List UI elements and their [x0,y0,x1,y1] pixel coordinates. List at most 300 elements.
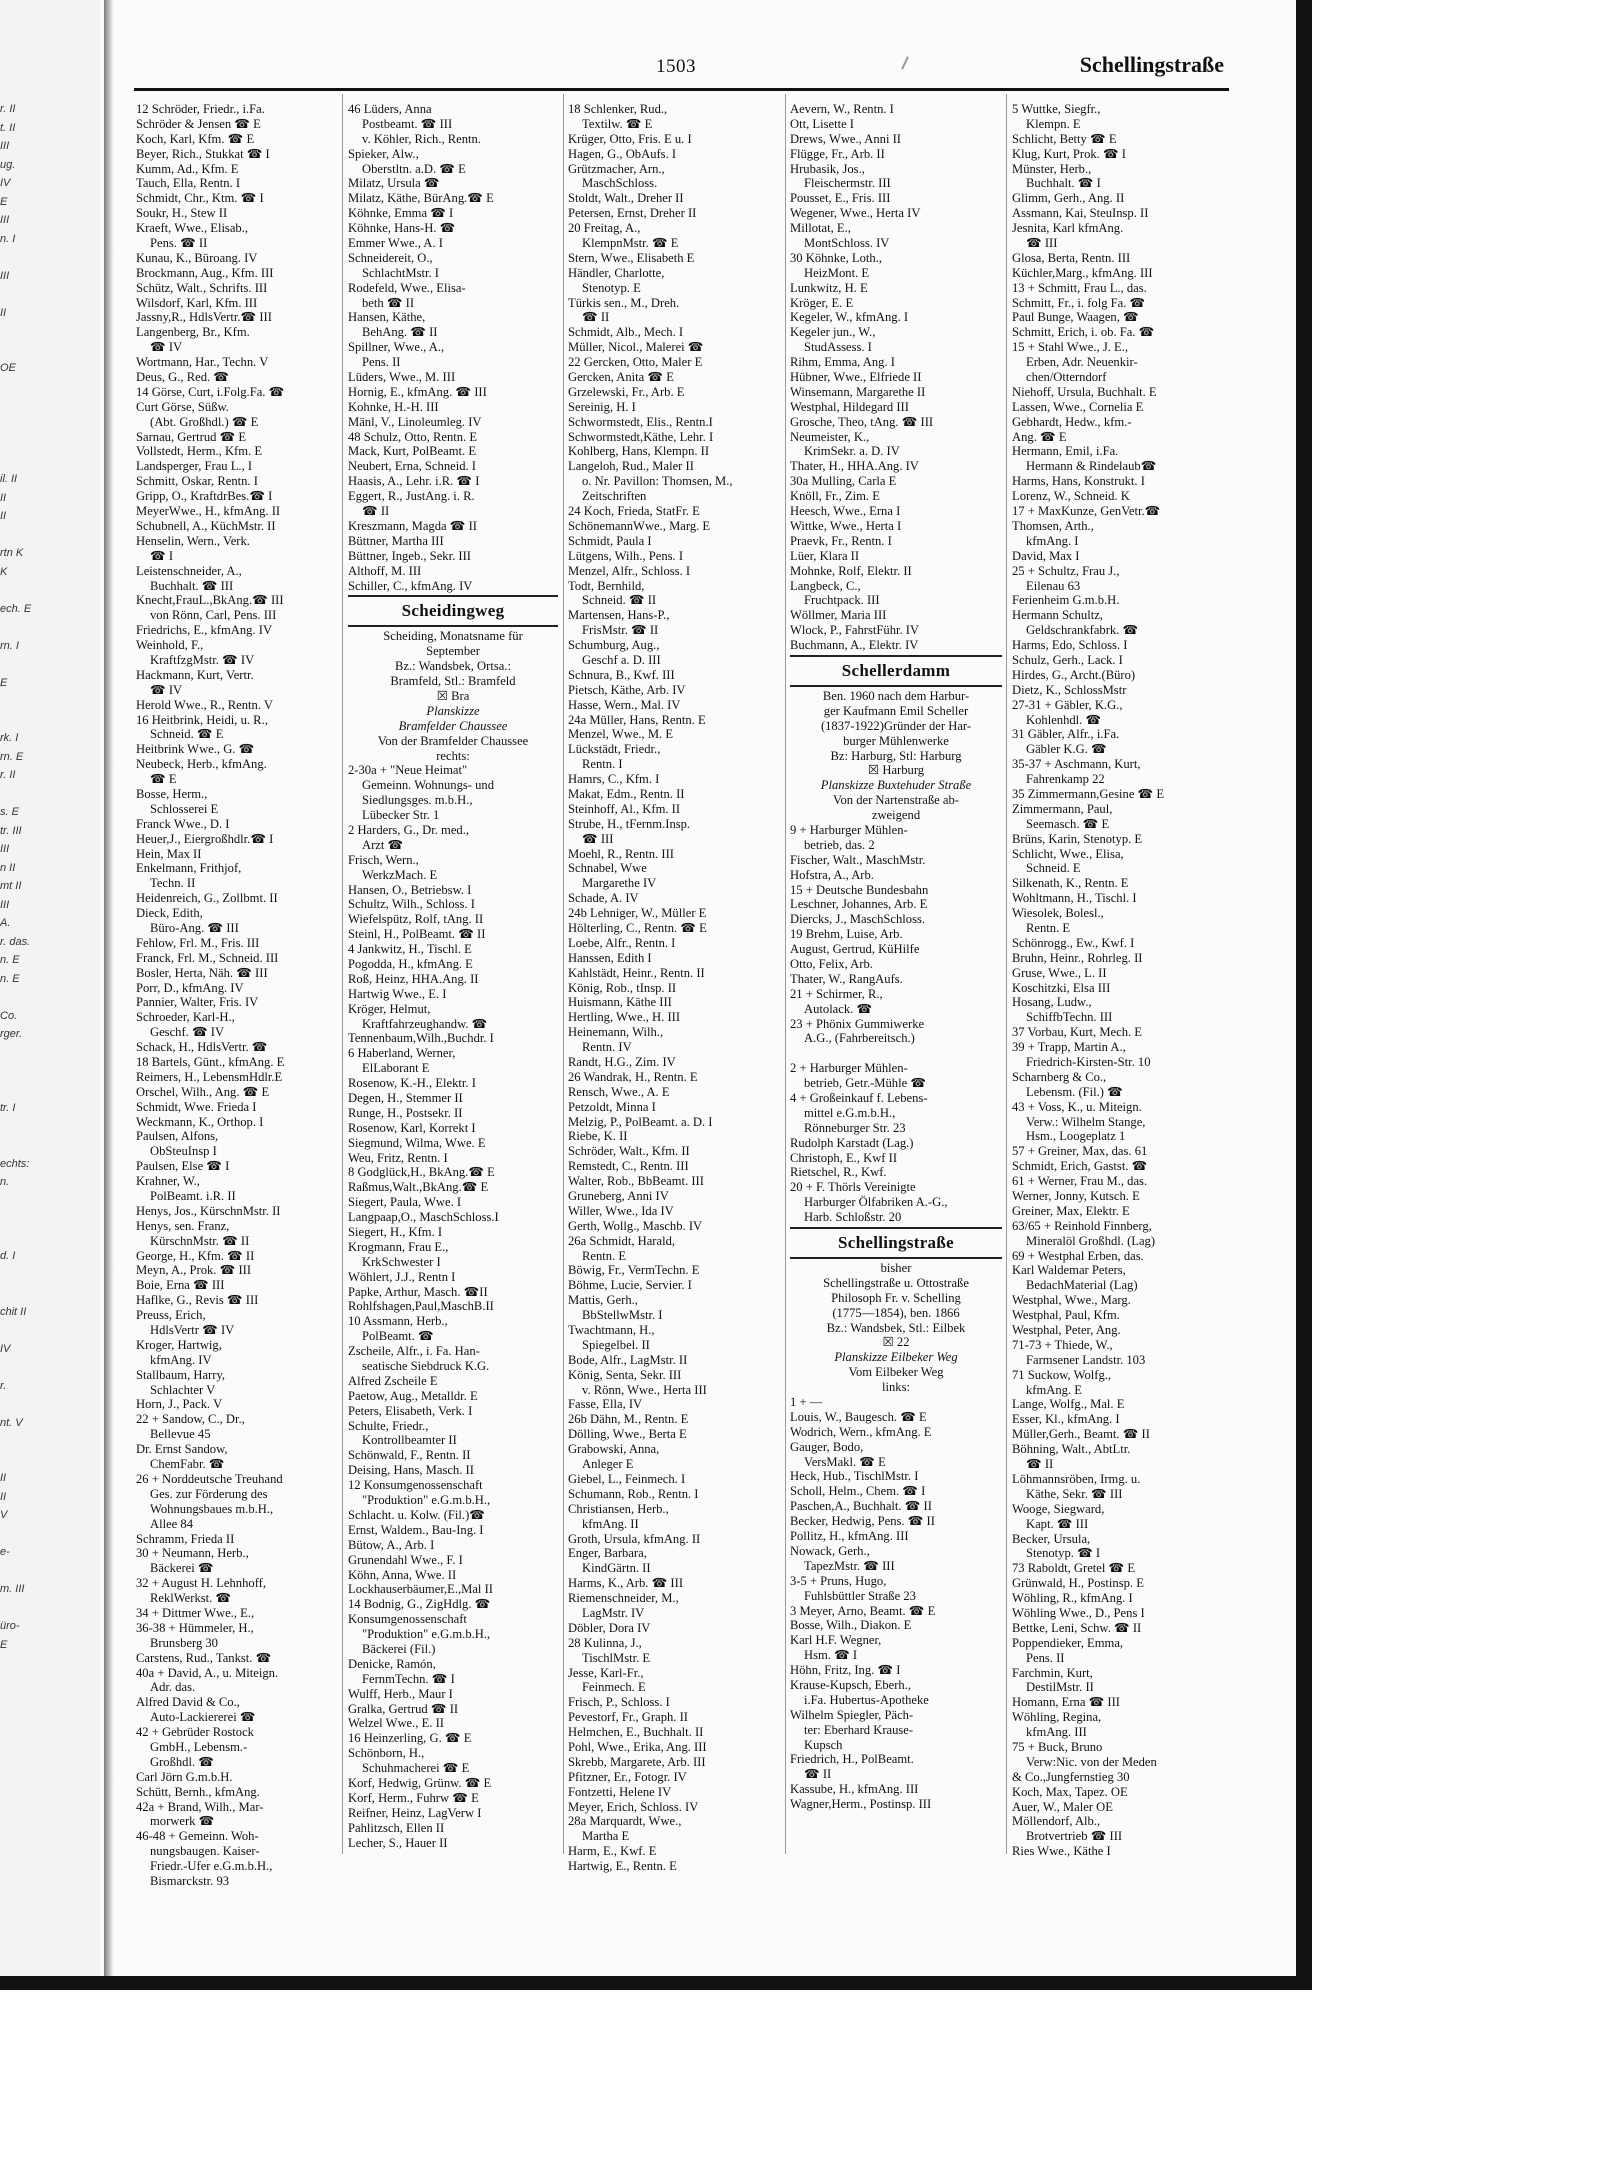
directory-entry: Pollitz, H., kfmAng. III [790,1529,909,1544]
directory-entry: Mänl, V., Linoleumleg. IV [348,414,482,429]
margin-fragment: II [0,491,7,504]
directory-entry: Steinhoff, Al., Kfm. II [568,801,681,816]
directory-entry: Neubeck, Herb., kfmAng. [136,757,267,772]
margin-fragment: III [0,269,10,282]
directory-entry: Schmidt, Wwe. Frieda I [136,1099,257,1114]
directory-entry: Tauch, Ella, Rentn. I [136,176,241,191]
directory-entry: Scharnberg & Co., [1012,1069,1107,1084]
margin-fragment [0,1229,38,1248]
directory-entry: Büttner, Ingeb., Sekr. III [348,548,471,563]
directory-entry: Großhdl. ☎ [150,1754,214,1769]
directory-entry: Diercks, J., MaschSchloss. [790,912,926,927]
directory-column-3 [568,102,780,1874]
scan-border-right [1296,0,1312,1990]
directory-entry: Gerth, Wollg., Maschb. IV [568,1218,703,1233]
directory-entry: Schütt, Bernh., kfmAng. [136,1784,260,1799]
directory-entry: Loebe, Alfr., Rentn. I [568,935,676,950]
directory-entry: 5 Wuttke, Siegfr., [1012,102,1101,116]
directory-entry: Drews, Wwe., Anni II [790,131,901,146]
directory-entry: Fuhlsbüttler Straße 23 [804,1588,916,1603]
directory-entry: BehAng. ☎ II [362,325,438,340]
directory-entry: Langenberg, Br., Kfm. [136,325,250,340]
directory-entry: Riebe, K. II [568,1129,628,1144]
directory-entry: ☎ II [1026,1457,1054,1472]
margin-fragment: d. I [0,1250,16,1262]
directory-entry: Planskizze [426,703,480,718]
directory-entry: Hübner, Wwe., Elfriede II [790,370,922,385]
directory-entry: Rentn. IV [582,1040,632,1055]
directory-entry: Dölling, Wwe., Berta E [568,1427,687,1442]
directory-entry: 46 Lüders, Anna [348,102,432,116]
directory-entry: Schneid. ☎ II [582,593,657,608]
margin-fragment: OE [0,362,16,374]
directory-entry: Ges. zur Förderung des [150,1486,268,1501]
directory-entry: Henys, Jos., KürschnMstr. II [136,1203,281,1218]
directory-entry: Moehl, R., Rentn. III [568,846,674,861]
directory-entry: HdlsVertr ☎ IV [150,1323,235,1338]
directory-entry: 28 Kulinna, J., [568,1635,642,1650]
directory-entry: Denicke, Ramón, [348,1656,436,1671]
directory-entry: Schiller, C., kfmAng. IV [348,578,473,593]
directory-entry: Hansen, O., Betriebsw. I [348,882,472,897]
header-rule [134,88,1229,91]
directory-entry: betrieb, das. 2 [804,837,875,852]
directory-entry: MontSchloss. IV [804,236,890,251]
directory-entry: BbStellwMstr. I [582,1308,663,1323]
directory-entry: Schulte, Friedr., [348,1418,429,1433]
directory-entry: Büro-Ang. ☎ III [150,920,239,935]
directory-entry: Wodrich, Wern., kfmAng. E [790,1424,932,1439]
directory-entry: 61 + Werner, Frau M., das. [1012,1174,1148,1189]
directory-entry: v. Rönn, Wwe., Herta III [582,1382,707,1397]
directory-entry: Stenotyp. ☎ I [1026,1546,1101,1561]
directory-entry: 22 Gercken, Otto, Maler E [568,355,703,370]
directory-entry: 4 Jankwitz, H., Tischl. E [348,942,472,957]
directory-entry: Orschel, Wilh., Ang. ☎ E [136,1084,270,1099]
directory-entry: Hartwig Wwe., E. I [348,986,447,1001]
margin-fragment: II [0,306,7,319]
directory-entry: Kegeler jun., W., [790,325,876,340]
directory-entry: 27-31 + Gäbler, K.G., [1012,697,1123,712]
directory-entry: Weinhold, F., [136,638,204,653]
directory-entry: Niehoff, Ursula, Buchhalt. E [1012,384,1157,399]
directory-entry: ☎ III [582,831,614,846]
directory-entry: Von der Nartenstraße ab- [832,793,959,808]
directory-entry: Kahlstädt, Heinr., Rentn. II [568,965,705,980]
margin-fragment [0,1321,38,1340]
directory-entry: Glosa, Berta, Rentn. III [1012,250,1131,265]
directory-entry: Friedrichs, E., kfmAng. IV [136,623,273,638]
directory-entry: Küchler,Marg., kfmAng. III [1012,265,1153,280]
column-divider [563,94,564,1854]
directory-entry: Papke, Arthur, Masch. ☎II [348,1284,488,1299]
directory-entry: 48 Schulz, Otto, Rentn. E [348,429,478,444]
directory-entry: Pietsch, Käthe, Arb. IV [568,682,686,697]
directory-entry: Peters, Elisabeth, Verk. I [348,1403,473,1418]
directory-entry: Otto, Felix, Arb. [790,956,873,971]
directory-entry: Fahrenkamp 22 [1026,772,1105,787]
directory-entry: Becker, Hedwig, Pens. ☎ II [790,1514,935,1529]
directory-entry: Paul Bunge, Waagen, ☎ [1012,310,1139,325]
directory-entry: Ries Wwe., Käthe I [1012,1844,1111,1859]
directory-entry: Fleischermstr. III [804,176,891,191]
margin-fragment [0,1451,38,1470]
directory-entry: Wulff, Herb., Maur I [348,1686,453,1701]
directory-entry: ReklWerkst. ☎ [150,1591,232,1606]
directory-entry: Köhn, Anna, Wwe. II [348,1567,457,1582]
directory-entry: Hartwig, E., Rentn. E [568,1859,677,1874]
directory-entry: Bz.: Wandsbek, Ortsa.: [395,659,511,674]
directory-entry: Dr. Ernst Sandow, [136,1442,228,1457]
directory-entry: Riemenschneider, M., [568,1591,679,1606]
directory-entry: SchiffbTechn. III [1026,1010,1113,1025]
directory-entry: kfmAng. IV [150,1352,212,1367]
directory-entry: Verw.: Wilhelm Stange, [1026,1114,1146,1129]
directory-entry: Althoff, M. III [348,563,422,578]
directory-entry: Spieker, Alw., [348,146,419,161]
margin-fragment [0,1358,38,1377]
directory-entry: Ben. 1960 nach dem Harbur- [822,688,970,703]
margin-fragment: A. [0,917,11,929]
directory-entry: Stenotyp. E [582,280,641,295]
directory-entry: Schnabel, Wwe [568,861,647,876]
directory-entry: Kupsch [804,1737,843,1752]
margin-fragment [0,1266,38,1285]
margin-fragment [0,1432,38,1451]
directory-entry: 35-37 + Aschmann, Kurt, [1012,757,1141,772]
directory-entry: Kreszmann, Magda ☎ II [348,518,477,533]
directory-entry: Paulsen, Alfons, [136,1129,219,1144]
directory-entry: 25 + Schultz, Frau J., [1012,563,1120,578]
directory-entry: Lebensm. (Fil.) ☎ [1026,1084,1123,1099]
directory-entry: Grützmacher, Arn., [568,161,665,176]
facing-page-fragments [0,100,38,1654]
directory-entry: Harms, Hans, Konstrukt. I [1012,474,1145,489]
directory-entry: Wilsdorf, Karl, Kfm. III [136,295,258,310]
directory-entry: Schneidereit, O., [348,250,433,265]
directory-entry [790,1046,1002,1061]
directory-entry: Wöhling, Regina, [1012,1710,1102,1725]
directory-entry: Hamrs, C., Kfm. I [568,772,660,787]
directory-entry: & Co.,Jungfernstieg 30 [1012,1769,1130,1784]
margin-fragment [0,988,38,1007]
directory-entry: Wöllmer, Maria III [790,608,887,623]
directory-entry: Aevern, W., Rentn. I [790,102,894,116]
directory-entry: 2 Harders, G., Dr. med., [348,822,470,837]
directory-entry: Wilhelm Spiegler, Päch- [790,1707,914,1722]
directory-entry: ☎ IV [150,682,183,697]
directory-entry: Raßmus,Walt.,BkAng.☎ E [348,1180,489,1195]
directory-entry: 40a + David, A., u. Miteign. [136,1665,279,1680]
margin-fragment [0,711,38,730]
margin-fragment: tr. III [0,824,22,837]
directory-entry: seatische Siebdruck K.G. [362,1359,490,1374]
directory-entry: Wortmann, Har., Techn. V [136,355,269,370]
directory-entry: 37 Vorbau, Kurt, Mech. E [1012,1025,1143,1040]
directory-entry: Schmidt, Alb., Mech. I [568,325,684,340]
directory-entry: Westphal, Hildegard III [790,399,909,414]
directory-entry: Anleger E [582,1457,634,1472]
directory-entry: Kraftfahrzeughandw. ☎ [362,1016,488,1031]
directory-entry: Poppendieker, Emma, [1012,1635,1124,1650]
directory-entry: Beyer, Rich., Stukkat ☎ I [136,146,270,161]
directory-entry: v. Köhler, Rich., Rentn. [362,131,482,146]
directory-entry: (1775—1854), ben. 1866 [832,1305,960,1320]
directory-entry: Alfred David & Co., [136,1695,240,1710]
directory-entry: Thomsen, Arth., [1012,518,1094,533]
directory-entry: Buchhalt. ☎ I [1026,176,1101,191]
directory-entry: zweigend [871,808,921,823]
directory-entry: Frisch, Wern., [348,852,419,867]
directory-entry: Farchmin, Kurt, [1012,1665,1093,1680]
directory-entry: 46-48 + Gemeinn. Woh- [136,1829,259,1844]
directory-entry: 31 Gäbler, Alfr., i.Fa. [1012,727,1120,742]
directory-column-5 [1012,102,1228,1859]
margin-fragment: III [0,843,10,855]
margin-fragment: E [0,195,8,208]
directory-entry: Kassube, H., kfmAng. III [790,1782,919,1797]
column-divider [342,94,343,1854]
margin-fragment: IV [0,1342,11,1355]
directory-entry: Hackmann, Kurt, Vertr. [136,667,254,682]
column-divider [1006,94,1007,1854]
directory-entry: Wöhling Wwe., D., Pens I [1012,1605,1145,1620]
directory-entry: Rihm, Emma, Ang. I [790,355,895,370]
directory-entry: Schlachter V [150,1382,216,1397]
directory-entry: Homann, Erna ☎ III [1012,1695,1121,1710]
margin-fragment [0,618,38,637]
directory-entry: Sereinig, H. I [568,399,636,414]
directory-entry: Enger, Barbara, [568,1546,647,1561]
directory-entry: Hansen, Käthe, [348,310,426,325]
directory-entry: Korf, Hedwig, Grünw. ☎ E [348,1775,492,1790]
directory-entry: Harms, K., Arb. ☎ III [568,1576,684,1591]
directory-entry: Kohlberg, Hans, Klempn. II [568,444,710,459]
directory-entry: ObSteuInsp I [150,1144,217,1159]
directory-entry: Schulz, Gerh., Lack. I [1012,652,1123,667]
directory-entry: Hein, Max II [136,846,202,861]
directory-entry: Grünwald, H., Postinsp. E [1012,1576,1144,1591]
directory-entry: Türkis sen., M., Dreh. [568,295,680,310]
directory-entry: Gruneberg, Anni IV [568,1189,669,1204]
directory-entry: Knecht,FrauL.,BkAng.☎ III [136,593,284,608]
directory-entry: Schönrogg., Ew., Kwf. I [1012,935,1135,950]
directory-entry: 63/65 + Reinhold Finnberg, [1012,1218,1152,1233]
directory-entry: Grzelewski, Fr., Arb. E [568,384,685,399]
directory-entry: Thater, H., HHA.Ang. IV [790,459,919,474]
margin-fragment: rtn K [0,547,24,559]
directory-entry: ☒ Harburg [867,763,925,778]
directory-entry: Bosse, Herm., [136,786,208,801]
directory-entry: Bütow, A., Arb. I [348,1537,435,1552]
directory-entry: Runge, H., Postsekr. II [348,1105,463,1120]
directory-entry: Fehlow, Frl. M., Fris. III [136,935,260,950]
directory-entry: Harms, Edo, Schloss. I [1012,638,1128,653]
directory-entry: Wagner,Herm., Postinsp. III [790,1797,932,1812]
directory-entry: 26a Schmidt, Harald, [568,1233,676,1248]
directory-entry: 15 + Deutsche Bundesbahn [790,882,929,897]
margin-fragment [0,378,38,397]
directory-entry: Heck, Hub., TischlMstr. I [790,1469,919,1484]
margin-fragment: n. [0,1176,10,1188]
directory-entry: 9 + Harburger Mühlen- [790,822,908,837]
directory-entry: KindGärtn. II [582,1561,651,1576]
directory-entry: Gemeinn. Wohnungs- und [362,778,495,793]
directory-entry: Rosenow, Karl, Korrekt I [348,1120,476,1135]
directory-entry: Gauger, Bodo, [790,1439,864,1454]
directory-entry: 73 Raboldt, Gretel ☎ E [1012,1561,1136,1576]
margin-fragment: n. E [0,954,20,966]
page-number: 1503 [656,56,696,77]
directory-entry: Hofstra, A., Arb. [790,867,874,882]
directory-entry: ☒ Bra [436,688,470,703]
directory-entry: Greiner, Max, Elektr. E [1012,1203,1130,1218]
directory-entry: Rodefeld, Wwe., Elisa- [348,280,466,295]
directory-entry: Werner, Jonny, Kutsch. E [1012,1189,1140,1204]
directory-entry: Stallbaum, Harry, [136,1367,226,1382]
directory-entry: Christiansen, Herb., [568,1501,669,1516]
directory-entry: Bellevue 45 [150,1427,211,1442]
directory-entry: Jassny,R., HdlsVertr.☎ III [136,310,272,325]
margin-fragment: rn. I [0,639,19,652]
directory-entry: 8 Godglück,H., BkAng.☎ E [348,1165,495,1180]
margin-fragment: echts: [0,1157,30,1170]
margin-fragment: t. II [0,121,16,134]
directory-entry: Pannier, Walter, Fris. IV [136,995,259,1010]
directory-entry: (Abt. Großhdl.) ☎ E [150,414,259,429]
section-rule [790,685,1002,687]
margin-fragment: üro- [0,1620,20,1632]
directory-entry: Lüders, Wwe., M. III [348,370,456,385]
directory-entry: Remstedt, C., Rentn. III [568,1159,689,1174]
directory-entry: Schack, H., HdlsVertr. ☎ [136,1040,268,1055]
directory-column-1 [136,102,336,1889]
margin-fragment [0,415,38,434]
directory-entry: Schramm, Frieda II [136,1531,235,1546]
directory-entry: Pahlitzsch, Ellen II [348,1820,445,1835]
directory-entry: Gebhardt, Hedw., kfm.- [1012,414,1132,429]
directory-entry: Twachtmann, H., [568,1323,655,1338]
directory-entry: Allee 84 [150,1516,194,1531]
directory-entry: Henselin, Wern., Verk. [136,533,250,548]
directory-entry: Adr. das. [150,1680,196,1695]
directory-entry: Techn. II [150,876,196,891]
directory-entry: Stoldt, Walt., Dreher II [568,191,684,206]
directory-entry: A.G., (Fahrbereitsch.) [804,1031,915,1046]
directory-entry: 17 + MaxKunze, GenVetr.☎ [1012,504,1161,519]
directory-entry: Schmitt, Erich, i. ob. Fa. ☎ [1012,325,1155,340]
directory-entry: Petzoldt, Minna I [568,1099,656,1114]
directory-entry: Schröder & Jensen ☎ E [136,116,261,131]
margin-fragment: chit II [0,1305,27,1318]
directory-entry: Thater, W., RangAufs. [790,971,903,986]
directory-entry: 71-73 + Thiede, W., [1012,1337,1113,1352]
directory-entry: 75 + Buck, Bruno [1012,1739,1103,1754]
directory-entry: 34 + Dittmer Wwe., E., [136,1605,255,1620]
directory-entry: Zscheile, Alfr., i. Fa. Han- [348,1344,480,1359]
directory-entry: Bosse, Wilh., Diakon. E [790,1618,912,1633]
directory-entry: Soukr, H., Stew II [136,206,228,221]
directory-entry: 20 + F. Thörls Vereinigte [790,1180,916,1195]
directory-entry: 18 Bartels, Günt., kfmAng. E [136,1055,285,1069]
directory-entry: Schellingstraße u. Ottostraße [823,1275,969,1290]
directory-entry: Geschf a. D. III [582,652,661,667]
margin-fragment [0,785,38,804]
directory-entry: 30a Mulling, Carla E [790,474,897,489]
directory-entry: Krahner, W., [136,1174,200,1189]
directory-entry: Schroeder, Karl-H., [136,1010,235,1025]
directory-entry: Wooge, Siegward, [1012,1501,1105,1516]
directory-entry: Mack, Kurt, PolBeamt. E [348,444,477,459]
directory-entry: 12 Schröder, Friedr., i.Fa. [136,102,265,116]
directory-entry: Zeitschriften [582,489,647,504]
margin-fragment: IV [0,177,11,189]
directory-entry: (1837-1922)Gründer der Har- [820,718,972,733]
margin-fragment [0,1284,38,1303]
directory-entry: 4 + Großeinkauf f. Lebens- [790,1091,928,1105]
directory-entry: Bruhn, Heinr., Rohrleg. II [1012,950,1143,965]
directory-entry: Schwormstedt,Käthe, Lehr. I [568,429,714,444]
directory-entry: Schneid. ☎ E [150,727,224,742]
directory-entry: Korf, Herm., Fuhrw ☎ E [348,1790,479,1805]
directory-entry: Friedrich, H., PolBeamt. [790,1752,914,1767]
directory-entry: ☎ II [362,504,390,519]
directory-entry: Paetow, Aug., Metalldr. E [348,1388,478,1403]
street-heading: Schellingstraße [838,1233,954,1253]
directory-entry: Geldschrankfabrk. ☎ [1026,623,1139,638]
directory-column-2 [348,102,558,1850]
directory-entry: Groth, Ursula, kfmAng. II [568,1531,701,1546]
directory-entry: Harb. Schloßstr. 20 [804,1210,902,1225]
directory-entry: Horn, J., Pack. V [136,1397,223,1412]
margin-fragment [0,1210,38,1229]
directory-entry: Milatz, Ursula ☎ [348,176,440,191]
directory-entry: Makat, Edm., Rentn. II [568,786,685,801]
margin-fragment: e- [0,1546,10,1558]
directory-entry: Oberstltn. a.D. ☎ E [362,161,466,176]
directory-entry: König, Rob., tInsp. II [568,980,677,995]
directory-entry: Postbeamt. ☎ III [362,116,453,131]
directory-entry: Rensch, Wwe., A. E [568,1084,670,1099]
section-rule [348,595,558,597]
directory-entry: Kontrollbeamter II [362,1433,457,1448]
directory-entry: Rietschel, R., Kwf. [790,1165,887,1180]
directory-entry: 2 + Harburger Mühlen- [790,1061,908,1076]
directory-entry: Grabowski, Anna, [568,1442,660,1457]
directory-entry: Bode, Alfr., LagMstr. II [568,1352,688,1367]
margin-fragment: E [0,1638,8,1651]
directory-entry: Gruse, Wwe., L. II [1012,965,1107,980]
directory-entry: Müller, Nicol., Malerei ☎ [568,340,704,355]
section-rule [790,655,1002,657]
directory-entry: Münster, Herb., [1012,161,1092,176]
directory-entry: Langpaap,O., MaschSchloss.I [348,1210,499,1225]
directory-entry: Henys, sen. Franz, [136,1218,230,1233]
margin-fragment: m. III [0,1583,25,1595]
directory-entry: 24b Lehniger, W., Müller E [568,906,707,921]
directory-entry: Ang. ☎ E [1012,429,1067,444]
directory-entry: Kunau, K., Büroang. IV [136,250,258,265]
directory-entry: Rosenow, K.-H., Elektr. I [348,1076,476,1091]
directory-entry: Koch, Max, Tapez. OE [1012,1784,1128,1799]
directory-entry: Reimers, H., LebensmHdlr.E [136,1069,283,1084]
directory-entry: Hosang, Ludw., [1012,995,1092,1010]
directory-entry: Hagen, G., ObAufs. I [568,146,677,161]
directory-entry: Hsm. ☎ I [804,1648,858,1663]
directory-entry: Haflke, G., Revis ☎ III [136,1293,259,1308]
directory-entry: Bismarckstr. 93 [150,1873,230,1888]
margin-fragment: Co. [0,1009,18,1022]
